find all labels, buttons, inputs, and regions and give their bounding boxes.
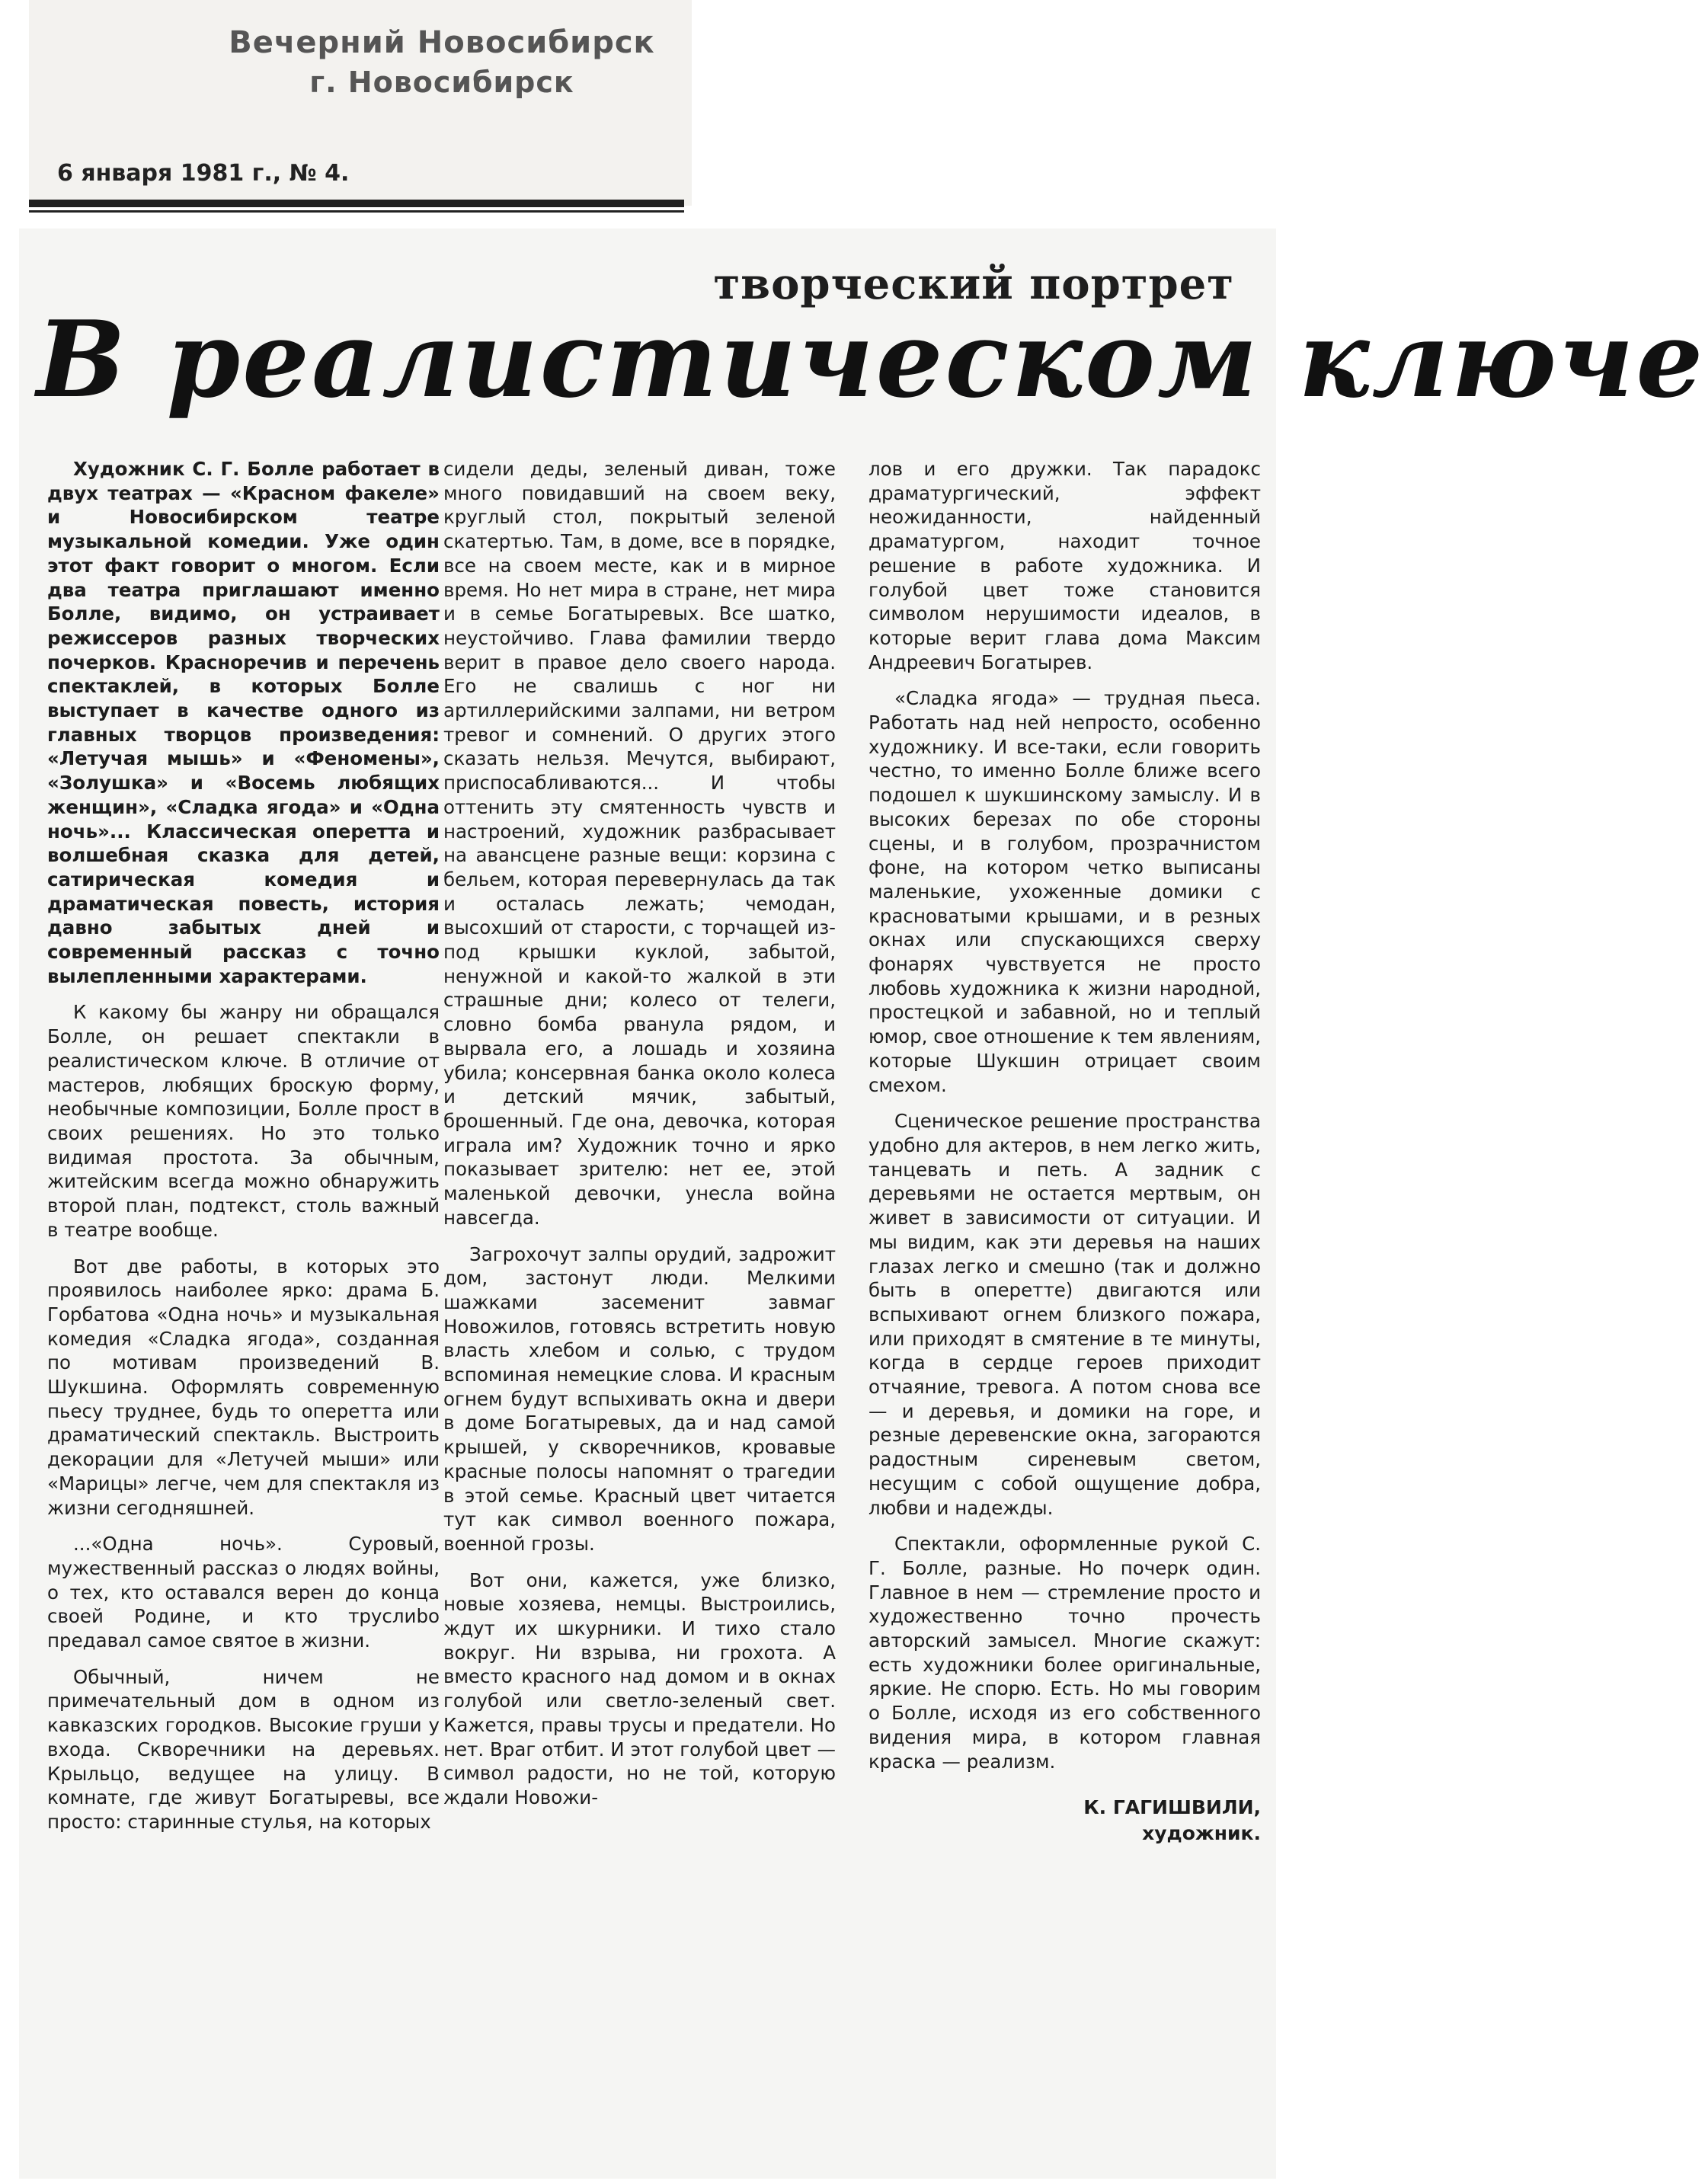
- article-paragraph: К какому бы жанру ни обращался Болле, он решает спектакли в реалистическом ключе. В отличие от мастеров, любящих броскую форму, необычные композиции, Болле прост в своих решениях. Но это только видимая простота. За обычным, житейским всегда можно обнаружить второй план, подтекст, столь важный в театре вообще.: [47, 1001, 440, 1241]
- article-paragraph: Загрохочут залпы орудий, задрожит дом, застонут люди. Мелкими шажками засеменит завмаг Новожилов, готовясь встретить новую власть хлебом и солью, с трудом вспоминая немецкие слова. И красным огнем будут вспыхивать окна и двери в доме Богатыревых, да и над самой крышей, у скворечников, кровавые красные полосы напомнят о трагедии в этой семье. Красный цвет читается тут как символ военного пожара, военной грозы.: [443, 1242, 836, 1555]
- article-paragraph: Сценическое решение пространства удобно для актеров, в нем легко жить, танцевать и петь. А задник с деревьями не остается мертвым, он живет в зависимости от ситуации. И мы видим, как эти деревья на наших глазах легко и смешно (так и должно быть в оперетте) двигаются или вспыхивают огнем близкого пожара, или приходят в смятение в те минуты, когда в сердце героев приходит отчаяние, тревога. А потом снова все — и деревья, и домики на горе, и резные деревенские окна, загораются радостным сиреневым светом, несущим с собой ощущение добра, любви и надежды.: [868, 1110, 1261, 1519]
- article-paragraph: Вот две работы, в которых это проявилось наиболее ярко: драма Б. Горбатова «Одна ночь» и музыкальная комедия «Сладка ягода», созданная по мотивам произведений В. Шукшина. Оформлять современную пьесу труднее, будь то оперетта или драматический спектакль. Выстроить декорации для «Летучей мыши» или «Марицы» легче, чем для спектакля из жизни сегодняшней.: [47, 1255, 440, 1519]
- article-paragraph: сидели деды, зеленый диван, тоже много повидавший на своем веку, круглый стол, покрытый зеленой скатертью. Там, в доме, все в порядке, все на своем месте, как и в мирное время. Но нет мира в стране, нет мира и в семье Богатыревых. Все шатко, неустойчиво. Глава фамилии твердо верит в правое дело своего народа. Его не свалишь с ног ни артиллерийскими залпами, ни ветром тревог и сомнений. О других этого сказать нельзя. Мечутся, выбирают, приспосабливаются... И чтобы оттенить эту смятенность чувств и настроений, художник разбрасывает на авансцене разные вещи: корзина с бельем, которая перевернулась да так и осталась лежать; чемодан, высохший от старости, с торчащей из-под крышки куклой, забытой, ненужной и какой-то жалкой в эти страшные дни; колесо от телеги, словно бомба рванула рядом, и вырвала его, а лошадь и хозяина убила; консервная банка около колеса и детский мячик, забытый, брошенный. Где она, девочка, которая играла им? Художник точно и ярко показывает зрителю: нет ее, этой маленькой девочки, унесла война навсегда.: [443, 458, 836, 1229]
- article-column-1: [47, 457, 440, 1847]
- article-headline: В реалистическом ключе: [37, 297, 1705, 421]
- author-name: К. ГАГИШВИЛИ,: [1083, 1796, 1261, 1819]
- article-paragraph: Вот они, кажется, уже близко, новые хозяева, немцы. Выстроились, ждут их шкурники. И тихо стало вокруг. Ни взрыва, ни грохота. А вместо красного над домом и в окнах голубой или светло-зеленый свет. Кажется, правы трусы и предатели. Но нет. Враг отбит. И этот голубой цвет — символ радости, но не той, которую ждали Новожи-: [443, 1568, 836, 1808]
- masthead-rule-thin: [29, 210, 684, 213]
- newspaper-stamp: [229, 23, 655, 102]
- article-paragraph: Художник С. Г. Болле работает в двух театрах — «Красном факеле» и Новосибирском театре музыкальной комедии. Уже один этот факт говорит о многом. Если два театра приглашают именно Болле, видимо, он устраивает режиссеров разных творческих почерков. Красноречив и перечень спектаклей, в которых Болле выступает в качестве одного из главных творцов произведения: «Летучая мышь» и «Феномены», «Золушка» и «Восемь любящих женщин», «Сладка ягода» и «Одна ночь»... Классическая оперетта и волшебная сказка для детей, сатирическая комедия и драматическая повесть, история давно забытых дней и современный рассказ с точно вылепленными характерами.: [47, 458, 440, 987]
- article-paragraph: ...«Одна ночь». Суровый, мужественный рассказ о людях войны, о тех, кто оставался верен до конца своей Родине, и кто труслиbo предавал самое святое в жизни.: [47, 1533, 440, 1652]
- rubric-label: творческий портрет: [713, 259, 1234, 309]
- author-role: художник.: [1142, 1822, 1261, 1845]
- stamp-city: г. Новосибирск: [309, 66, 574, 99]
- article-paragraph: Спектакли, оформленные рукой С. Г. Болле, разные. Но почерк один. Главное в нем — стремление просто и художественно точно прочесть авторский замысел. Многие скажут: есть художники более оригинальные, яркие. Не спорю. Есть. Но мы говорим о Болле, исходя из его собственного видения мира, в котором главная краска — реализм.: [868, 1533, 1261, 1773]
- article-column-3: [868, 457, 1261, 1847]
- masthead-rule-thick: [29, 200, 684, 207]
- article-paragraph: «Сладка ягода» — трудная пьеса. Работать над ней непросто, особенно художнику. И все-таки, если говорить честно, то именно Болле ближе всего подошел к шукшинскому замыслу. И в высоких березах по обе стороны сцены, и в голубом, прозрачнистом фоне, на котором четко выписаны маленькие, ухоженные домики с красноватыми крышами, и в резных окнах или спускающихся сверху фонарях чувствуется не просто любовь художника к жизни народной, простецкой и забавной, но и теплый юмор, свое отношение к тем явлениям, которые Шукшин отрицает своим смехом.: [868, 687, 1261, 1096]
- stamp-newspaper-name: Вечерний Новосибирск: [229, 25, 655, 60]
- article-paragraph: Обычный, ничем не примечательный дом в одном из кавказских городков. Высокие груши у входа. Скворечники на деревьях. Крыльцо, ведущее на улицу. В комнате, где живут Богатыревы, все просто: старинные стулья, на которых: [47, 1665, 440, 1833]
- issue-date: 6 января 1981 г., № 4.: [57, 160, 350, 187]
- author-signature: [868, 1795, 1261, 1847]
- article-paragraph: лов и его дружки. Так парадокс драматургический, эффект неожиданности, найденный драматургом, находит точное решение в работе художника. И голубой цвет тоже становится символом нерушимости идеалов, в которые верит глава дома Максим Андреевич Богатырев.: [868, 458, 1261, 673]
- article-column-2: [443, 457, 836, 1822]
